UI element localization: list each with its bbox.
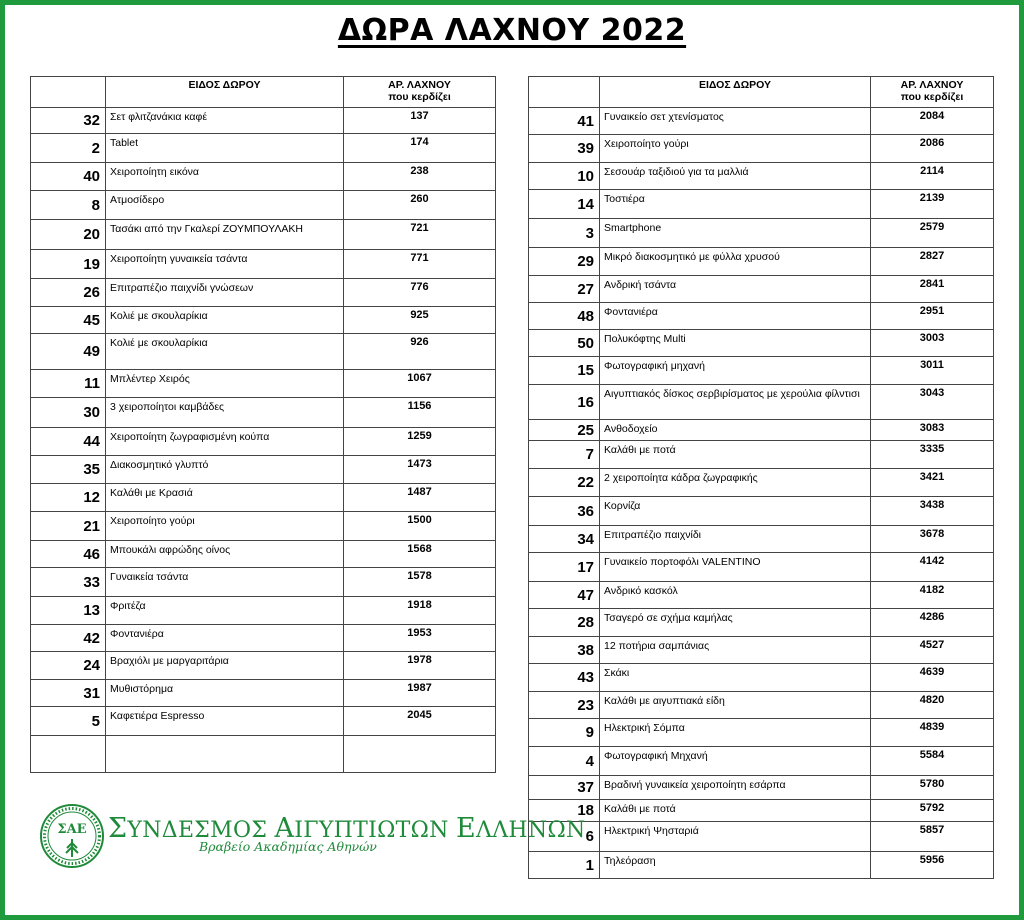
gift-description: Tablet <box>106 134 344 163</box>
gift-description: Κολιέ με σκουλαρίκια <box>106 307 344 334</box>
table-row <box>529 692 994 719</box>
table-row <box>31 625 496 652</box>
table-header-row <box>529 77 994 108</box>
table-row <box>529 664 994 692</box>
table-row <box>529 108 994 135</box>
prize-number: 50 <box>529 330 600 357</box>
gift-description: Φωτογραφική μηχανή <box>600 357 871 385</box>
table-row <box>31 456 496 484</box>
ticket-number: 3421 <box>871 469 994 497</box>
prize-number: 46 <box>31 541 106 568</box>
prize-number: 24 <box>31 652 106 680</box>
ticket-number: 1156 <box>344 398 496 428</box>
ticket-number: 1987 <box>344 680 496 707</box>
ticket-number: 2951 <box>871 303 994 330</box>
gift-description: Καλάθι με ποτά <box>600 800 871 822</box>
empty-cell <box>344 736 496 773</box>
table-row <box>529 747 994 776</box>
ticket-number: 925 <box>344 307 496 334</box>
ticket-number: 2086 <box>871 135 994 163</box>
table-row <box>31 680 496 707</box>
ticket-number: 3011 <box>871 357 994 385</box>
prize-number: 23 <box>529 692 600 719</box>
prize-number: 44 <box>31 428 106 456</box>
ticket-number: 3438 <box>871 497 994 526</box>
prize-number: 20 <box>31 220 106 250</box>
table-row <box>529 248 994 276</box>
ticket-number: 926 <box>344 334 496 370</box>
prize-number: 42 <box>31 625 106 652</box>
table-row <box>31 428 496 456</box>
prize-number: 49 <box>31 334 106 370</box>
gift-description: Χειροποίητη εικόνα <box>106 163 344 191</box>
prize-number: 34 <box>529 526 600 553</box>
table-row <box>31 652 496 680</box>
ticket-number: 3335 <box>871 441 994 469</box>
prize-number: 47 <box>529 582 600 609</box>
gift-description: Μυθιστόρημα <box>106 680 344 707</box>
ticket-number: 174 <box>344 134 496 163</box>
ticket-number: 4820 <box>871 692 994 719</box>
ticket-number: 5780 <box>871 776 994 800</box>
prize-number: 37 <box>529 776 600 800</box>
table-row <box>31 334 496 370</box>
table-row <box>529 163 994 190</box>
table-row <box>529 776 994 800</box>
prize-number: 31 <box>31 680 106 707</box>
prize-number: 48 <box>529 303 600 330</box>
table-row <box>31 370 496 398</box>
prize-number: 39 <box>529 135 600 163</box>
table-row <box>31 707 496 736</box>
header-gift: ΕΙΔΟΣ ΔΩΡΟΥ <box>106 77 344 108</box>
header-number <box>31 77 106 108</box>
table-row <box>529 582 994 609</box>
table-row <box>31 220 496 250</box>
table-row <box>529 497 994 526</box>
prize-number: 7 <box>529 441 600 469</box>
prize-number: 18 <box>529 800 600 822</box>
ticket-number: 2139 <box>871 190 994 219</box>
table-row <box>31 541 496 568</box>
table-row <box>31 568 496 597</box>
prize-table-left <box>30 76 496 773</box>
prize-number: 28 <box>529 609 600 637</box>
ticket-number: 4639 <box>871 664 994 692</box>
prize-table-right <box>528 76 994 879</box>
ticket-number: 1473 <box>344 456 496 484</box>
table-row <box>31 398 496 428</box>
gift-description: Μπλέντερ Χειρός <box>106 370 344 398</box>
gift-description: Σετ φλιτζανάκια καφέ <box>106 108 344 134</box>
gift-description: Φριτέζα <box>106 597 344 625</box>
table-row <box>31 512 496 541</box>
table-row <box>31 163 496 191</box>
table-row <box>31 134 496 163</box>
prize-number: 10 <box>529 163 600 190</box>
logo-initials: ΣΑΕ <box>57 822 87 837</box>
prize-number: 1 <box>529 852 600 879</box>
ticket-number: 771 <box>344 250 496 279</box>
gift-description: Χειροποίητο γούρι <box>600 135 871 163</box>
prize-number: 2 <box>31 134 106 163</box>
prize-number: 26 <box>31 279 106 307</box>
gift-description: 2 χειροποίητα κάδρα ζωγραφικής <box>600 469 871 497</box>
prize-number: 30 <box>31 398 106 428</box>
gift-description: Μικρό διακοσμητικό με φύλλα χρυσού <box>600 248 871 276</box>
prize-number: 17 <box>529 553 600 582</box>
gift-description: Ανδρική τσάντα <box>600 276 871 303</box>
gift-description: Ηλεκτρική Ψησταριά <box>600 822 871 852</box>
empty-cell <box>106 736 344 773</box>
table-row <box>529 637 994 664</box>
gift-description: Φοντανιέρα <box>600 303 871 330</box>
ticket-number: 2827 <box>871 248 994 276</box>
ticket-number: 1568 <box>344 541 496 568</box>
gift-description: Τοστιέρα <box>600 190 871 219</box>
ticket-number: 1500 <box>344 512 496 541</box>
empty-cell <box>31 736 106 773</box>
prize-number: 32 <box>31 108 106 134</box>
ticket-number: 2084 <box>871 108 994 135</box>
ticket-number: 4142 <box>871 553 994 582</box>
ticket-number: 5584 <box>871 747 994 776</box>
prize-number: 14 <box>529 190 600 219</box>
gift-description: Επιτραπέζιο παιχνίδι <box>600 526 871 553</box>
table-row <box>31 250 496 279</box>
gift-description: Φοντανιέρα <box>106 625 344 652</box>
gift-description: Κολιέ με σκουλαρίκια <box>106 334 344 370</box>
prize-number: 40 <box>31 163 106 191</box>
page-title: ΔΩΡΑ ΛΑΧΝΟΥ 2022 <box>337 13 687 48</box>
gift-description: Αιγυπτιακός δίσκος σερβιρίσματος με χερούλια φίλντισι <box>600 385 871 420</box>
ticket-number: 1953 <box>344 625 496 652</box>
gift-description: Επιτραπέζιο παιχνίδι γνώσεων <box>106 279 344 307</box>
table-row <box>31 597 496 625</box>
gift-description: Διακοσμητικό γλυπτό <box>106 456 344 484</box>
gift-description: Μπουκάλι αφρώδης οίνος <box>106 541 344 568</box>
prize-number: 3 <box>529 219 600 248</box>
gift-description: Τσαγερό σε σχήμα καμήλας <box>600 609 871 637</box>
prize-number: 25 <box>529 420 600 441</box>
gift-description: Χειροποίητο γούρι <box>106 512 344 541</box>
ticket-number: 721 <box>344 220 496 250</box>
prize-number: 6 <box>529 822 600 852</box>
ticket-number: 238 <box>344 163 496 191</box>
gift-description: Βραδινή γυναικεία χειροποίητη εσάρπα <box>600 776 871 800</box>
prize-number: 5 <box>31 707 106 736</box>
prize-number: 21 <box>31 512 106 541</box>
header-ticket: ΑΡ. ΛΑΧΝΟΥ που κερδίζει <box>344 77 496 108</box>
ticket-number: 2841 <box>871 276 994 303</box>
prize-number: 41 <box>529 108 600 135</box>
table-row <box>529 420 994 441</box>
ticket-number: 5857 <box>871 822 994 852</box>
ticket-number: 1978 <box>344 652 496 680</box>
prize-number: 43 <box>529 664 600 692</box>
ticket-number: 1259 <box>344 428 496 456</box>
gift-description: Βραχιόλι με μαργαριτάρια <box>106 652 344 680</box>
table-row <box>529 822 994 852</box>
gift-description: 3 χειροποίητοι καμβάδες <box>106 398 344 428</box>
prize-number: 45 <box>31 307 106 334</box>
prize-number: 33 <box>31 568 106 597</box>
ticket-number: 3083 <box>871 420 994 441</box>
prize-number: 4 <box>529 747 600 776</box>
gift-description: Τηλεόραση <box>600 852 871 879</box>
gift-description: Φωτογραφική Μηχανή <box>600 747 871 776</box>
table-row <box>529 526 994 553</box>
ticket-number: 260 <box>344 191 496 220</box>
gift-description: Γυναικείο σετ χτενίσματος <box>600 108 871 135</box>
gift-description: Κορνίζα <box>600 497 871 526</box>
prize-number: 12 <box>31 484 106 512</box>
gift-description: Γυναικείο πορτοφόλι VALENTINO <box>600 553 871 582</box>
table-row <box>529 852 994 879</box>
organization-name: ΣΥΝΔΕΣΜΟΣ ΑΙΓΥΠΤΙΩΤΩΝ ΕΛΛΗΝΩΝ <box>108 813 586 844</box>
gift-description: Ανθοδοχείο <box>600 420 871 441</box>
prize-number: 38 <box>529 637 600 664</box>
ticket-number: 4527 <box>871 637 994 664</box>
prize-number: 22 <box>529 469 600 497</box>
table-row <box>529 553 994 582</box>
prize-number: 9 <box>529 719 600 747</box>
table-row <box>529 385 994 420</box>
organization-logo <box>39 803 105 869</box>
prize-number: 36 <box>529 497 600 526</box>
gift-description: Ηλεκτρική Σόμπα <box>600 719 871 747</box>
table-row <box>529 357 994 385</box>
table-row <box>529 800 994 822</box>
table-row <box>529 441 994 469</box>
ticket-number: 1918 <box>344 597 496 625</box>
gift-description: Σεσουάρ ταξιδιού για τα μαλλιά <box>600 163 871 190</box>
ticket-number: 1487 <box>344 484 496 512</box>
table-row <box>529 469 994 497</box>
gift-description: 12 ποτήρια σαμπάνιας <box>600 637 871 664</box>
table-row <box>529 276 994 303</box>
table-row <box>529 190 994 219</box>
gift-description: Σκάκι <box>600 664 871 692</box>
empty-row <box>31 736 496 773</box>
gift-description: Χειροποίητη γυναικεία τσάντα <box>106 250 344 279</box>
ticket-number: 4182 <box>871 582 994 609</box>
gift-description: Γυναικεία τσάντα <box>106 568 344 597</box>
gift-description: Smartphone <box>600 219 871 248</box>
table-row <box>529 135 994 163</box>
table-row <box>529 609 994 637</box>
ticket-number: 5956 <box>871 852 994 879</box>
table-row <box>31 191 496 220</box>
table-header-row <box>31 77 496 108</box>
table-row <box>529 330 994 357</box>
prize-number: 16 <box>529 385 600 420</box>
prize-number: 15 <box>529 357 600 385</box>
ticket-number: 3678 <box>871 526 994 553</box>
ticket-number: 2114 <box>871 163 994 190</box>
prize-number: 11 <box>31 370 106 398</box>
gift-description: Ατμοσίδερο <box>106 191 344 220</box>
ticket-number: 1067 <box>344 370 496 398</box>
header-number <box>529 77 600 108</box>
gift-description: Πολυκόφτης Multi <box>600 330 871 357</box>
table-row <box>31 307 496 334</box>
ticket-number: 4286 <box>871 609 994 637</box>
ticket-number: 2045 <box>344 707 496 736</box>
gift-description: Καλάθι με αιγυπτιακά είδη <box>600 692 871 719</box>
ticket-number: 4839 <box>871 719 994 747</box>
ticket-number: 2579 <box>871 219 994 248</box>
ticket-number: 3003 <box>871 330 994 357</box>
ticket-number: 5792 <box>871 800 994 822</box>
table-row <box>31 108 496 134</box>
prize-number: 27 <box>529 276 600 303</box>
table-row <box>529 219 994 248</box>
table-row <box>529 303 994 330</box>
prize-number: 19 <box>31 250 106 279</box>
ticket-number: 3043 <box>871 385 994 420</box>
ticket-number: 137 <box>344 108 496 134</box>
gift-description: Τασάκι από την Γκαλερί ΖΟΥΜΠΟΥΛΑΚΗ <box>106 220 344 250</box>
gift-description: Καλάθι με ποτά <box>600 441 871 469</box>
table-row <box>31 279 496 307</box>
ticket-number: 776 <box>344 279 496 307</box>
table-row <box>529 719 994 747</box>
gift-description: Ανδρικό κασκόλ <box>600 582 871 609</box>
prize-number: 13 <box>31 597 106 625</box>
header-gift: ΕΙΔΟΣ ΔΩΡΟΥ <box>600 77 871 108</box>
gift-description: Καφετιέρα Espresso <box>106 707 344 736</box>
header-ticket: ΑΡ. ΛΑΧΝΟΥ που κερδίζει <box>871 77 994 108</box>
gift-description: Χειροποίητη ζωγραφισμένη κούπα <box>106 428 344 456</box>
prize-number: 29 <box>529 248 600 276</box>
ticket-number: 1578 <box>344 568 496 597</box>
table-row <box>31 484 496 512</box>
prize-number: 8 <box>31 191 106 220</box>
gift-description: Καλάθι με Κρασιά <box>106 484 344 512</box>
prize-number: 35 <box>31 456 106 484</box>
organization-subtitle: Βραβείο Ακαδημίας Αθηνών <box>199 839 377 854</box>
